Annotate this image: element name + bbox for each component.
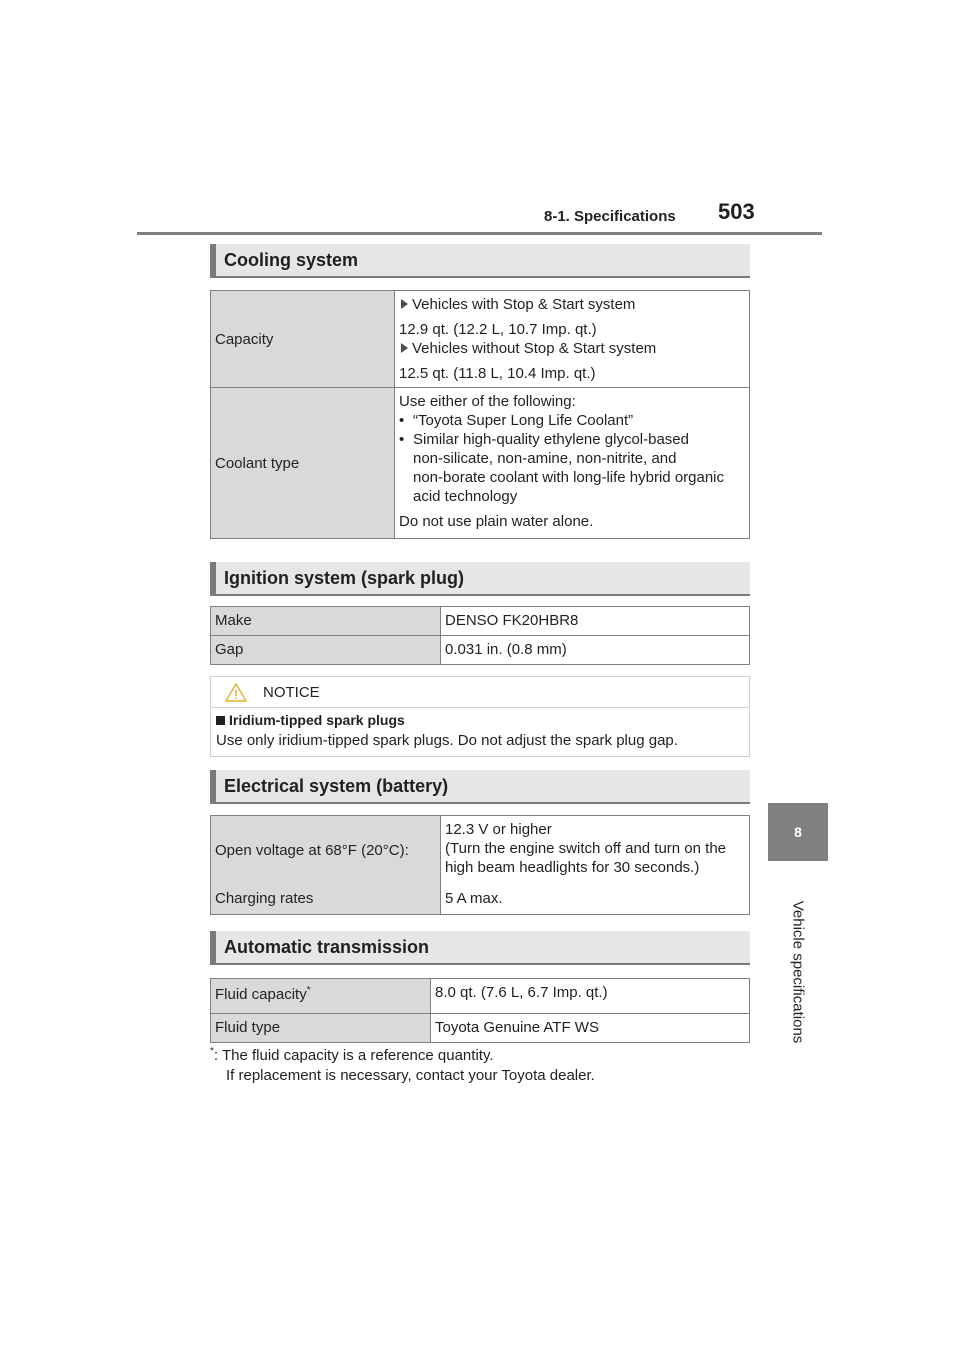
header-rule [137, 232, 822, 235]
voltage-label: Open voltage at 68°F (20°C): [211, 816, 441, 882]
voltage-value-line: 12.3 V or higher [445, 821, 552, 838]
table-row [211, 979, 750, 1014]
notice-heading: NOTICE [263, 683, 320, 701]
warning-icon [225, 683, 247, 702]
bullet-icon: • [399, 431, 405, 448]
fluid-capacity-value: 8.0 qt. (7.6 L, 6.7 Imp. qt.) [431, 979, 750, 1014]
coolant-option-2-line: Similar high-quality ethylene glycol-based [413, 431, 689, 448]
gap-value: 0.031 in. (0.8 mm) [441, 636, 750, 665]
make-label: Make [211, 607, 441, 636]
fluid-capacity-text: Fluid capacity [215, 986, 307, 1003]
electrical-heading: Electrical system (battery) [210, 770, 750, 804]
chapter-tab[interactable]: 8 [768, 803, 828, 861]
table-row [211, 1014, 750, 1043]
cooling-table [210, 290, 750, 539]
coolant-option-1: “Toyota Super Long Life Coolant” [413, 412, 634, 429]
notice-box [210, 676, 750, 757]
transmission-table [210, 978, 750, 1043]
footnote-mark: * [306, 985, 311, 996]
charging-label: Charging rates [211, 881, 441, 915]
voltage-value-line: high beam headlights for 30 seconds.) [445, 859, 700, 876]
coolant-label: Coolant type [211, 388, 395, 539]
notice-header [211, 677, 749, 708]
coolant-option-2-line: non-silicate, non-amine, non-nitrite, and [413, 450, 677, 467]
table-row [211, 881, 750, 915]
notice-text: Use only iridium-tipped spark plugs. Do not adjust the spark plug gap. [216, 732, 678, 749]
arrow-icon [401, 343, 408, 353]
electrical-table [210, 815, 750, 915]
table-row [211, 388, 750, 539]
table-row [211, 816, 750, 882]
make-value: DENSO FK20HBR8 [441, 607, 750, 636]
footnote [210, 1046, 595, 1086]
transmission-heading: Automatic transmission [210, 931, 750, 965]
coolant-option-2-line: non-borate coolant with long-life hybrid organic [413, 469, 725, 486]
fluid-type-value: Toyota Genuine ATF WS [431, 1014, 750, 1043]
fluid-type-label: Fluid type [211, 1014, 431, 1043]
section-title: 8-1. Specifications [544, 208, 676, 225]
capacity-value [395, 291, 750, 388]
coolant-value [395, 388, 750, 539]
table-row [211, 636, 750, 665]
with-ss-label: Vehicles with Stop & Start system [412, 296, 636, 313]
table-row [211, 607, 750, 636]
bullet-icon: • [399, 412, 405, 429]
gap-label: Gap [211, 636, 441, 665]
chapter-title: Vehicle specifications [789, 900, 807, 1044]
square-bullet-icon [216, 716, 225, 725]
cooling-heading: Cooling system [210, 244, 750, 278]
without-ss-label: Vehicles without Stop & Start system [412, 340, 657, 357]
fluid-capacity-label [211, 979, 431, 1014]
footnote-mark: * [210, 1046, 214, 1057]
footnote-line: : The fluid capacity is a reference quantity. [213, 1047, 494, 1064]
coolant-option-2-line: acid technology [413, 488, 518, 505]
notice-title: Iridium-tipped spark plugs [229, 712, 405, 728]
coolant-intro: Use either of the following: [399, 393, 576, 410]
voltage-value-line: (Turn the engine switch off and turn on the [445, 840, 727, 857]
footnote-line: If replacement is necessary, contact your Toyota dealer. [226, 1067, 595, 1084]
voltage-value [441, 816, 750, 882]
table-row [211, 291, 750, 388]
without-ss-value: 12.5 qt. (11.8 L, 10.4 Imp. qt.) [399, 365, 596, 382]
with-ss-value: 12.9 qt. (12.2 L, 10.7 Imp. qt.) [399, 321, 597, 338]
charging-value: 5 A max. [441, 881, 750, 915]
arrow-icon [401, 299, 408, 309]
page-number: 503 [718, 199, 755, 224]
ignition-heading: Ignition system (spark plug) [210, 562, 750, 596]
capacity-label: Capacity [211, 291, 395, 388]
ignition-table [210, 606, 750, 665]
coolant-note: Do not use plain water alone. [399, 513, 594, 530]
